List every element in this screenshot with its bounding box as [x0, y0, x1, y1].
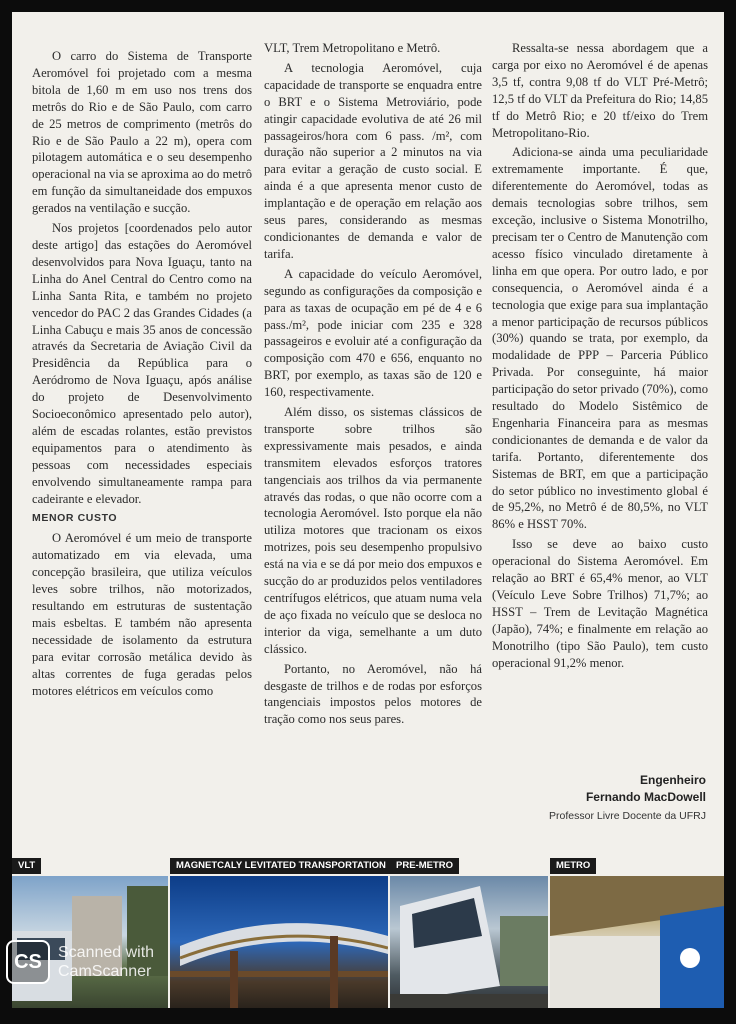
paragraph: O Aeromóvel é um meio de transporte automatizado em via elevada, uma concepção brasileira, que utiliza veículos leves sobre trilhos, não motorizados, resultando em estruturas de sustentação mais esbeltas. E também não apresenta necessidade de isolamento da estrutura para evitar corrosão metálica devido às altas correntes de fuga geradas pelos motores elétricos em veículos como: [32, 531, 252, 698]
photo-strip: [12, 858, 724, 1008]
paragraph: O carro do Sistema de Transporte Aeromóvel foi projetado com a mesma bitola de 1,60 m em uso nos trens dos metrôs do Rio e de São Paulo, com carro de 25 metros de comprimento (metrôs do Rio e de São Paulo a 22 m), opera com pilotagem automática e o seu desempenho operacional na via se aproxima ao do metrô em função da simultaneidade dos empuxos gerados na ventilação e sucção.: [32, 49, 252, 216]
paragraph: Portanto, no Aeromóvel, não há desgaste de trilhos e de rodas por esforços tangenciais impostos pelos motores de tração como nos seus pares.: [264, 661, 482, 727]
photo-metro: [550, 876, 724, 1008]
photo-pre-metro: [390, 876, 548, 1008]
pre-metro-illustration: [390, 876, 548, 1008]
text-column-3: [492, 40, 708, 672]
scanner-watermark: [6, 940, 154, 984]
paragraph: A capacidade do veículo Aeromóvel, segundo as configurações da composição e para as taxas de ocupação em pé de 4 e 6 pass./m², pode iniciar com 235 e 328 passageiros e evoluir até a configuração da composição com 470 e 656, enquanto no BRT, por exemplo, as taxas são de 120 e 160, respectivamente.: [264, 266, 482, 400]
photo-maglev: [170, 876, 388, 1008]
author-role: Professor Livre Docente da UFRJ: [549, 810, 706, 822]
maglev-illustration: [170, 876, 388, 1008]
photo-label-vlt: VLT: [12, 858, 41, 874]
camscanner-logo: CS: [6, 940, 50, 984]
photo-label-metro: METRO: [550, 858, 596, 874]
photo-label-maglev: MAGNETCALY LEVITATED TRANSPORTATION: [170, 858, 392, 874]
section-heading: MENOR CUSTO: [32, 512, 118, 525]
paragraph: Nos projetos [coordenados pelo autor deste artigo] das estações do Aeromóvel desenvolvidos para Nova Iguaçu, tanto na Linha do Anel Central do Centro como na Linha Santa Rita, e também no projeto vencedor do PAC 2 das Grandes Cidades (a Linha Cabuçu e mais 35 anos de concessão através da Secretaria de Aviação Civil da Presidência da República para o Aeródromo de Nova Iguaçu, após análise do projeto de Desenvolvimento Socioeconômico apresentado pelo autor), além de escadas rolantes, estão previstos equipamentos para o atendimento às pessoas com necessidades especiais envolvendo simultaneamente rampa para cadeirante e elevador.: [32, 221, 252, 506]
paragraph: VLT, Trem Metropolitano e Metrô.: [264, 41, 441, 55]
author-title: Engenheiro: [639, 773, 706, 787]
magazine-page: [12, 12, 724, 1008]
paragraph: A tecnologia Aeromóvel, cuja capacidade de transporte se enquadra entre o BRT e o Sistema Metroviário, pode atingir capacidade evolutiva de até 26 mil passageiros/hora com 6 pass. /m², com duração não superior a 2 minutos na via para evitar a geração de custo social. E ainda é a que apresenta menor custo de implantação e de operação em relação aos seus pares, considerando as mesmas condicionantes de demanda e valor de tarifa.: [264, 60, 482, 261]
paragraph: Ressalta-se nessa abordagem que a carga por eixo no Aeromóvel é de apenas 3,5 tf, contra 9,08 tf do VLT Pré-Metrô; 12,5 tf do VLT da Prefeitura do Rio; 14,85 tf do Metrô Rio; e 20 tf/eixo do Trem Metropolitano-Rio.: [492, 41, 708, 140]
paragraph: Adiciona-se ainda uma peculiaridade extremamente importante. É que, diferentemente do Aeromóvel, todas as demais tecnologias sobre trilhos, sem exceção, inclusive o Sistema Monotrilho, precisam ter o Centro de Manutenção com acesso físico vinculado diretamente à linha em que opera. Por outro lado, e por consequencia, o Aeromóvel ainda é a tecnologia que exige para sua implantação a menor participação de recursos públicos (30%) quando se trata, por exemplo, da modalidade de PPP – Parceria Público Privada. Por conseguinte, há maior participação do setor privado (70%), como resultado do Modelo Sistêmico de Engenharia Financeira para as mesmas condicionantes de demanda e de valor da tarifa. Portanto, diferentemente dos Sistemas de BRT, em que a participação do setor público no investimento global é de 95,2%, no Metrô é de 80,5%, no VLT 86% e HSST 70%.: [492, 145, 708, 532]
paragraph: Além disso, os sistemas clássicos de transporte sobre trilhos são expressivamente mais pesados, e ainda transmitem elevados esforços tratores tangenciais aos trilhos da via permanente através das rodas, o que não ocorre com a tecnologia Aeromóvel. Isto porque ela não utiliza motores que tracionam os eixos motrizes, pois seu desempenho propulsivo está na via e se dá por meio dos empuxos e sucção do ar produzidos pelos ventiladores centrífugos elétricos, que atuam numa vela de aço fixada no veículo que se desloca no interior da viga, semelhante a um duto clássico.: [264, 405, 482, 656]
metro-illustration: [550, 876, 724, 1008]
author-name: Fernando MacDowell: [585, 790, 706, 804]
author-signature: [492, 772, 706, 822]
paragraph: Isso se deve ao baixo custo operacional do Sistema Aeromóvel. Em relação ao BRT é 65,4% menor, ao VLT (Veículo Leve Sobre Trilhos) 71,7%; ao HSST – Trem de Levitação Magnética (Japão), 74%; e finalmente em relação ao Monotrilho (tipo São Paulo), tem custo operacional 91,2% menor.: [492, 537, 708, 670]
photo-label-pre-metro: PRE-METRO: [390, 858, 459, 874]
text-column-2: [264, 40, 482, 728]
text-column-1: [32, 48, 252, 699]
watermark-text: Scanned with CamScanner: [58, 944, 155, 980]
